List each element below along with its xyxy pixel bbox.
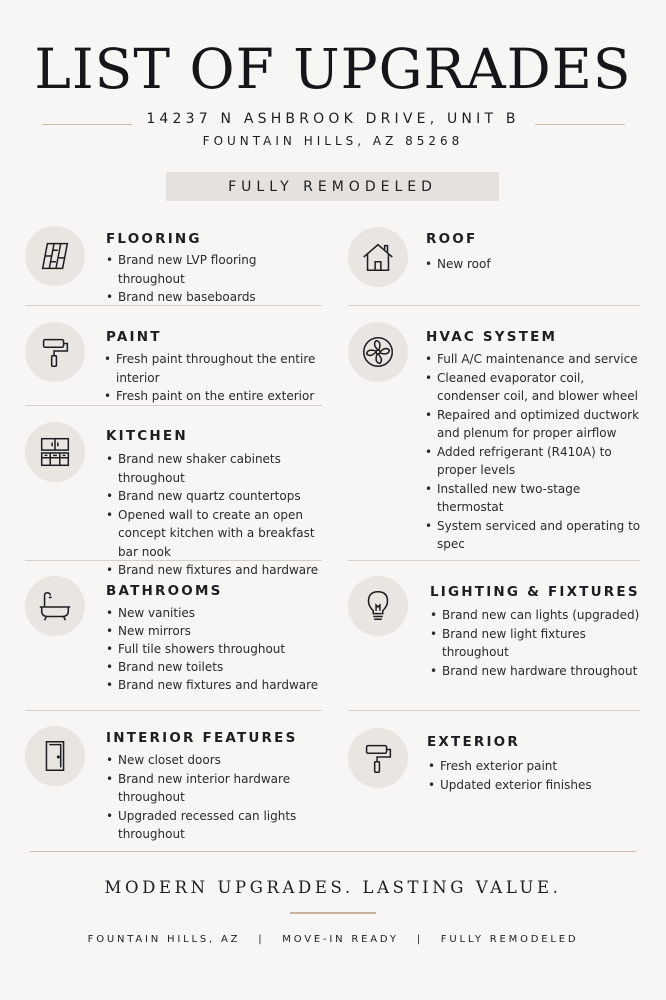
flooring-icon xyxy=(25,226,85,286)
list-item: • Brand new fixtures and hardware xyxy=(106,676,321,694)
list-item: • New roof xyxy=(425,255,640,274)
door-icon xyxy=(25,726,85,786)
list-item: • Brand new baseboards xyxy=(106,288,321,307)
divider xyxy=(25,305,322,306)
interior-features-list xyxy=(106,751,331,844)
list-item: • Cleaned evaporator coil, condenser coil, and blower wheel xyxy=(425,369,647,406)
interior-features-title: INTERIOR FEATURES xyxy=(106,730,298,746)
address-line-2: FOUNTAIN HILLS, AZ 85268 xyxy=(202,134,464,148)
exterior-title: EXTERIOR xyxy=(427,734,520,750)
list-item: • Brand new interior hardware throughout xyxy=(106,770,331,807)
list-item: • Brand new shaker cabinets throughout xyxy=(106,450,321,487)
paint-title: PAINT xyxy=(106,329,162,345)
lighting-fixtures-title: LIGHTING & FIXTURES xyxy=(430,584,640,600)
divider xyxy=(348,710,640,711)
list-item: • New closet doors xyxy=(106,751,331,770)
footer-line: FOUNTAIN HILLS, AZ | MOVE-IN READY | FULLY REMODELED xyxy=(87,934,579,945)
divider xyxy=(25,710,322,711)
paint-list xyxy=(104,350,324,406)
list-item: • New mirrors xyxy=(106,622,321,640)
list-item: • Installed new two-stage thermostat xyxy=(425,480,647,517)
list-item: • Opened wall to create an open concept kitchen with a breakfast bar nook xyxy=(106,506,321,562)
tagline-underline xyxy=(290,912,376,914)
address-line-1: 14237 N ASHBROOK DRIVE, UNIT B xyxy=(146,111,520,127)
list-item: • Brand new hardware throughout xyxy=(430,662,645,681)
list-item: • Brand new can lights (upgraded) xyxy=(430,606,645,625)
hvac-system-list xyxy=(425,350,647,554)
divider xyxy=(348,305,640,306)
cabinet-icon xyxy=(25,422,85,482)
page-title: LIST OF UPGRADES xyxy=(34,37,632,101)
paint-roller-icon xyxy=(348,728,408,788)
list-item: • Brand new LVP flooring throughout xyxy=(106,251,321,288)
roof-title: ROOF xyxy=(426,231,478,247)
list-item: • Fresh paint throughout the entire interior xyxy=(104,350,324,387)
exterior-list xyxy=(428,757,643,794)
bathrooms-title: BATHROOMS xyxy=(106,583,223,599)
divider xyxy=(25,560,322,561)
footer-top-rule xyxy=(30,851,636,852)
list-item: • Brand new fixtures and hardware xyxy=(106,561,321,580)
fully-remodeled-banner: FULLY REMODELED xyxy=(166,172,499,201)
address-right-rule xyxy=(535,124,625,125)
divider xyxy=(25,405,322,406)
list-item: • Fresh exterior paint xyxy=(428,757,643,776)
fan-icon xyxy=(348,322,408,382)
list-item: • Fresh paint on the entire exterior xyxy=(104,387,324,406)
list-item: • Full tile showers throughout xyxy=(106,640,321,658)
roof-list xyxy=(425,255,640,274)
light-bulb-icon xyxy=(348,576,408,636)
paint-roller-icon xyxy=(25,322,85,382)
list-item: • New vanities xyxy=(106,604,321,622)
bathtub-icon xyxy=(25,576,85,636)
divider xyxy=(348,560,640,561)
list-item: • Full A/C maintenance and service xyxy=(425,350,647,369)
list-item: • Added refrigerant (R410A) to proper levels xyxy=(425,443,647,480)
list-item: • Brand new toilets xyxy=(106,658,321,676)
hvac-system-title: HVAC SYSTEM xyxy=(426,329,558,345)
list-item: • Updated exterior finishes xyxy=(428,776,643,795)
flooring-list xyxy=(106,251,321,307)
bathrooms-list xyxy=(106,604,321,694)
tagline: MODERN UPGRADES. LASTING VALUE. xyxy=(104,878,562,897)
list-item: • Brand new quartz countertops xyxy=(106,487,321,506)
house-icon xyxy=(348,227,408,287)
lighting-fixtures-list xyxy=(430,606,645,680)
kitchen-title: KITCHEN xyxy=(106,428,188,444)
list-item: • Upgraded recessed can lights throughout xyxy=(106,807,331,844)
list-item: • Brand new light fixtures throughout xyxy=(430,625,645,662)
list-item: • System serviced and operating to spec xyxy=(425,517,647,554)
flooring-title: FLOORING xyxy=(106,231,202,247)
list-item: • Repaired and optimized ductwork and plenum for proper airflow xyxy=(425,406,647,443)
